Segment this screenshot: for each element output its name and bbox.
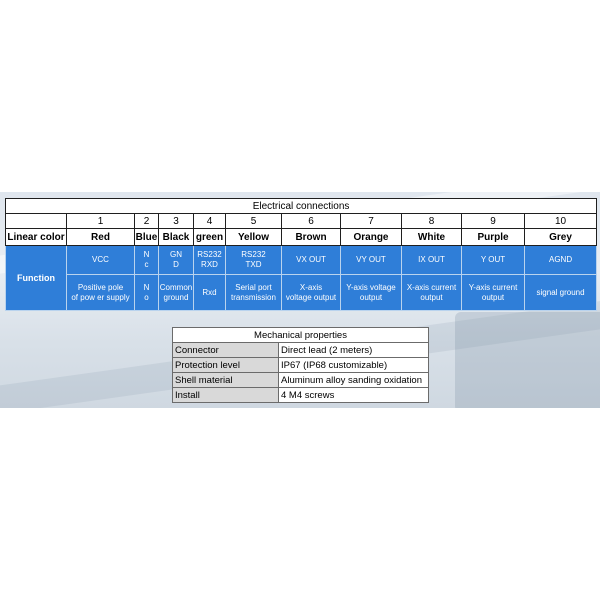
pin-number: 1	[67, 214, 135, 229]
pin-signal: N c	[135, 246, 159, 275]
wire-color: Blue	[135, 229, 159, 246]
table-row	[173, 358, 429, 373]
pin-description: Y-axis current output	[462, 275, 525, 311]
wire-color: Yellow	[226, 229, 282, 246]
function-label: Function	[6, 246, 67, 311]
pin-signal: VY OUT	[341, 246, 402, 275]
pin-description: N o	[135, 275, 159, 311]
pin-description: X-axis current output	[402, 275, 462, 311]
table-row	[173, 373, 429, 388]
property-name: Connector	[173, 343, 279, 358]
pin-number: 7	[341, 214, 402, 229]
property-value: IP67 (IP68 customizable)	[279, 358, 429, 373]
pin-signal: VX OUT	[282, 246, 341, 275]
linear-color-label: Linear color	[6, 229, 67, 246]
table-title: Mechanical properties	[173, 328, 429, 343]
wire-color: Grey	[525, 229, 597, 246]
pin-description: Rxd	[194, 275, 226, 311]
pin-number: 3	[159, 214, 194, 229]
property-name: Install	[173, 388, 279, 403]
pin-number: 5	[226, 214, 282, 229]
pin-description: Common ground	[159, 275, 194, 311]
pin-number: 6	[282, 214, 341, 229]
wire-color: Orange	[341, 229, 402, 246]
pin-number: 9	[462, 214, 525, 229]
pin-signal: VCC	[67, 246, 135, 275]
wire-color: Red	[67, 229, 135, 246]
pin-signal: IX OUT	[402, 246, 462, 275]
pin-description: Serial port transmission	[226, 275, 282, 311]
background-shape	[455, 312, 600, 408]
property-value: Direct lead (2 meters)	[279, 343, 429, 358]
wire-color: green	[194, 229, 226, 246]
wire-color: Purple	[462, 229, 525, 246]
pin-description: Positive pole of pow er supply	[67, 275, 135, 311]
pin-signal: Y OUT	[462, 246, 525, 275]
pin-description: Y-axis voltage output	[341, 275, 402, 311]
pin-number: 2	[135, 214, 159, 229]
wire-color: White	[402, 229, 462, 246]
mechanical-properties-table	[172, 327, 429, 403]
pin-description: X-axis voltage output	[282, 275, 341, 311]
pin-signal: RS232 TXD	[226, 246, 282, 275]
pin-number: 8	[402, 214, 462, 229]
property-name: Shell material	[173, 373, 279, 388]
property-name: Protection level	[173, 358, 279, 373]
wire-color: Brown	[282, 229, 341, 246]
electrical-connections-table	[5, 198, 597, 311]
pin-signal: RS232 RXD	[194, 246, 226, 275]
table-row	[173, 388, 429, 403]
pin-signal: GN D	[159, 246, 194, 275]
wire-color: Black	[159, 229, 194, 246]
property-value: Aluminum alloy sanding oxidation	[279, 373, 429, 388]
property-value: 4 M4 screws	[279, 388, 429, 403]
table-title: Electrical connections	[6, 199, 597, 214]
table-row	[173, 343, 429, 358]
pin-signal: AGND	[525, 246, 597, 275]
pin-number: 4	[194, 214, 226, 229]
pin-number: 10	[525, 214, 597, 229]
pin-description: signal ground	[525, 275, 597, 311]
empty-header-cell	[6, 214, 67, 229]
